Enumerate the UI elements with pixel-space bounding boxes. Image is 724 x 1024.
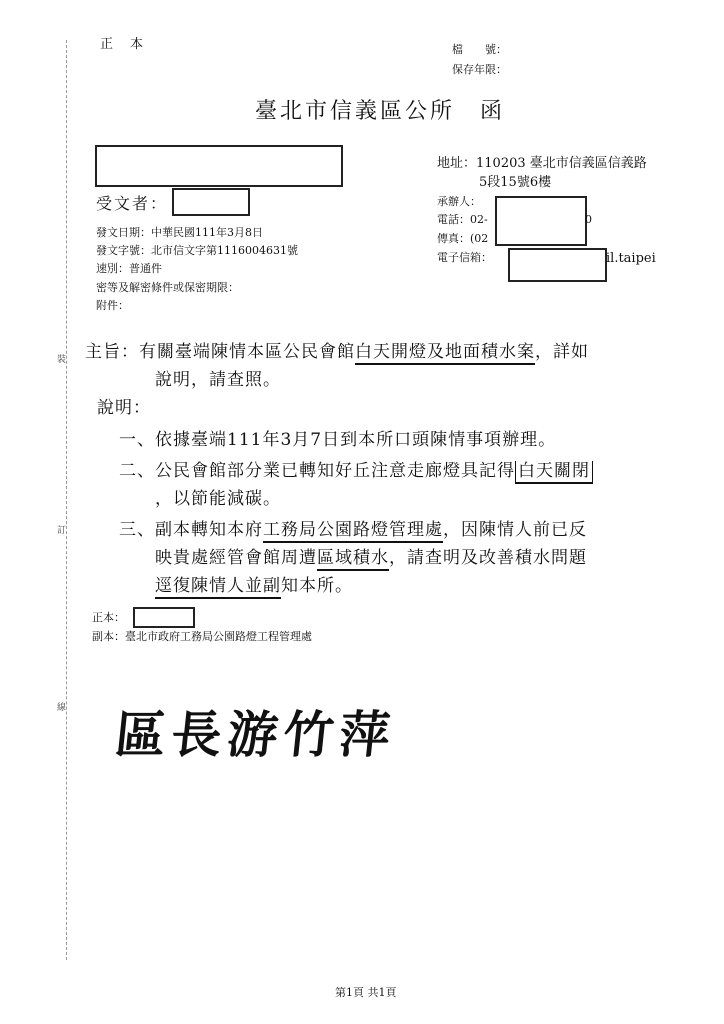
doc-number: 發文字號：北市信文字第1116004631號: [96, 244, 298, 257]
sender-address: 地址：110203 臺北市信義區信義路: [437, 156, 647, 171]
redacted-main-recipient: [133, 607, 195, 628]
subject-post: ，詳如: [535, 342, 589, 362]
redacted-recipient: [172, 188, 250, 216]
document-title: 臺北市信義區公所 函: [255, 99, 506, 124]
subject-line: [85, 337, 589, 362]
retention-label: 保存年限：: [452, 63, 507, 76]
item3-pre: 三、副本轉知本府: [119, 520, 263, 540]
explanation-item-3-line2: [155, 543, 587, 568]
file-no-label: 檔 號：: [452, 43, 507, 56]
item3-l2-pre: 映貴處經管會館周遭: [155, 548, 317, 568]
phone-label: 電話：02-: [437, 213, 488, 226]
binding-mark-2: 訂: [57, 523, 66, 536]
handler-label: 承辦人：: [437, 195, 481, 208]
item3-highlight-1: 工務局公園路燈管理處: [263, 520, 443, 543]
main-copy-label: 正本：: [92, 611, 125, 624]
page-footer: 第1頁 共1頁: [335, 986, 397, 999]
item3-highlight-2: 區域積水: [317, 548, 389, 571]
phone-tail: 0: [585, 213, 592, 226]
subject-pre: 有關臺端陳情本區公民會館: [139, 342, 355, 362]
redacted-email: [508, 248, 607, 282]
redacted-phone: [495, 196, 587, 246]
recipient-label: 受文者：: [96, 194, 169, 213]
explanation-item-3: [119, 515, 587, 540]
item3-post: ，因陳情人前已反: [443, 520, 587, 540]
cc-line: 副本：臺北市政府工務局公園路燈工程管理處: [92, 630, 312, 643]
redacted-recipient-address: [95, 145, 343, 187]
binding-line: [66, 40, 67, 960]
copy-type: 正 本: [100, 37, 146, 52]
issue-date: 發文日期：中華民國111年3月8日: [96, 226, 263, 239]
signature-stamp: 區長游竹萍: [112, 705, 399, 764]
item3-highlight-3: 逕復陳情人並副: [155, 576, 281, 599]
explanation-label: 說明：: [97, 398, 151, 418]
email-tail: il.taipei: [606, 251, 656, 266]
explanation-item-2-line2: ，以節能減碳。: [155, 489, 281, 509]
fax-label: 傳真：(02: [437, 232, 489, 245]
item3-l3-post: 知本所。: [281, 576, 353, 596]
item2-pre: 二、公民會館部分業已轉知好丘注意走廊燈具記得: [119, 461, 515, 481]
item3-l2-post: ，請查明及改善積水問題: [389, 548, 587, 568]
item2-highlight: 白天關閉: [515, 461, 593, 484]
email-label: 電子信箱：: [437, 251, 492, 264]
subject-label: 主旨：: [85, 342, 139, 362]
binding-mark-3: 線: [57, 700, 66, 713]
binding-mark-1: 裝: [57, 352, 66, 365]
speed-class: 速別：普通件: [96, 262, 162, 275]
explanation-item-1: 一、依據臺端111年3月7日到本所口頭陳情事項辦理。: [119, 430, 557, 450]
attachment-label: 附件：: [96, 299, 129, 312]
secrecy-label: 密等及解密條件或保密期限：: [96, 281, 239, 294]
explanation-item-3-line3: [155, 571, 353, 596]
explanation-item-2: [119, 456, 593, 481]
sender-address-line2: 5段15號6樓: [479, 175, 552, 190]
subject-highlight: 白天開燈及地面積水案: [355, 342, 535, 365]
subject-line2: 說明，請查照。: [155, 370, 281, 390]
